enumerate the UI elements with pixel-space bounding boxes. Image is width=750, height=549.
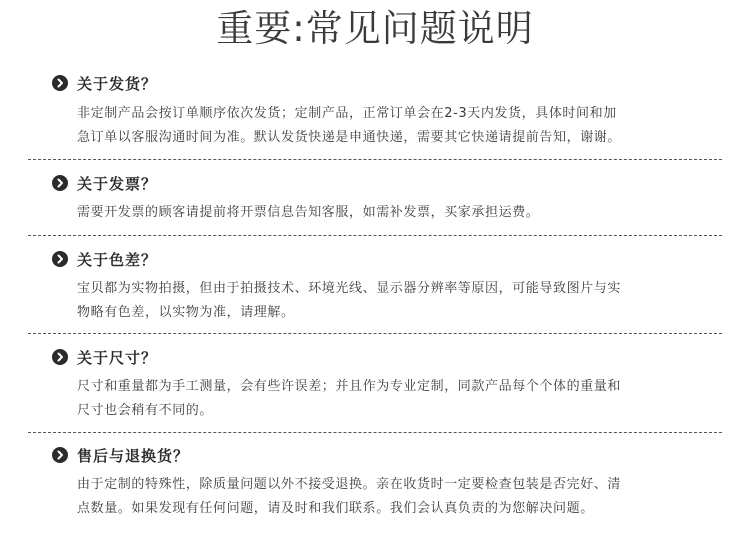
faq-answer-line: 由于定制的特殊性，除质量问题以外不接受退换。亲在收货时一定要检查包装是否完好、清 bbox=[77, 477, 622, 492]
chevron-right-circle-icon bbox=[52, 75, 68, 91]
chevron-right-circle-icon bbox=[52, 349, 68, 365]
section-divider bbox=[28, 432, 722, 433]
chevron-right-circle-icon bbox=[52, 175, 68, 191]
section-divider bbox=[28, 159, 722, 160]
faq-answer-line: 宝贝都为实物拍摄，但由于拍摄技术、环境光线、显示器分辨率等原因，可能导致图片与实 bbox=[77, 281, 622, 296]
page-title: 重要:常见问题说明 bbox=[216, 7, 534, 50]
faq-answer-line: 急订单以客服沟通时间为准。默认发货快递是申通快递，需要其它快递请提前告知，谢谢。 bbox=[77, 130, 622, 145]
faq-answer bbox=[77, 375, 707, 423]
faq-answer bbox=[77, 201, 707, 225]
faq-title: 关于色差？ bbox=[77, 250, 158, 269]
faq-heading bbox=[52, 249, 157, 269]
faq-answer-line: 需要开发票的顾客请提前将开票信息告知客服，如需补发票，买家承担运费。 bbox=[77, 205, 540, 220]
faq-answer bbox=[77, 473, 707, 521]
faq-heading bbox=[52, 445, 189, 465]
faq-answer bbox=[77, 102, 707, 150]
section-divider bbox=[28, 333, 722, 334]
faq-answer-line: 非定制产品会按订单顺序依次发货；定制产品，正常订单会在2-3天内发货，具体时间和加 bbox=[77, 106, 617, 121]
chevron-right-circle-icon bbox=[52, 447, 68, 463]
faq-title: 关于尺寸？ bbox=[77, 348, 158, 367]
faq-title: 关于发票？ bbox=[77, 174, 158, 193]
faq-title: 售后与退换货？ bbox=[77, 446, 190, 465]
faq-answer bbox=[77, 277, 707, 325]
faq-heading bbox=[52, 173, 157, 193]
faq-answer-line: 尺寸和重量都为手工测量，会有些许误差；并且作为专业定制，同款产品每个个体的重量和 bbox=[77, 379, 622, 394]
chevron-right-circle-icon bbox=[52, 251, 68, 267]
section-divider bbox=[28, 235, 722, 236]
faq-heading bbox=[52, 73, 157, 93]
faq-answer-line: 点数量。如果发现有任何问题，请及时和我们联系。我们会认真负责的为您解决问题。 bbox=[77, 501, 594, 516]
faq-answer-line: 物略有色差，以实物为准，请理解。 bbox=[77, 305, 295, 320]
faq-title: 关于发货？ bbox=[77, 74, 158, 93]
faq-heading bbox=[52, 347, 157, 367]
faq-answer-line: 尺寸也会稍有不同的。 bbox=[77, 403, 214, 418]
